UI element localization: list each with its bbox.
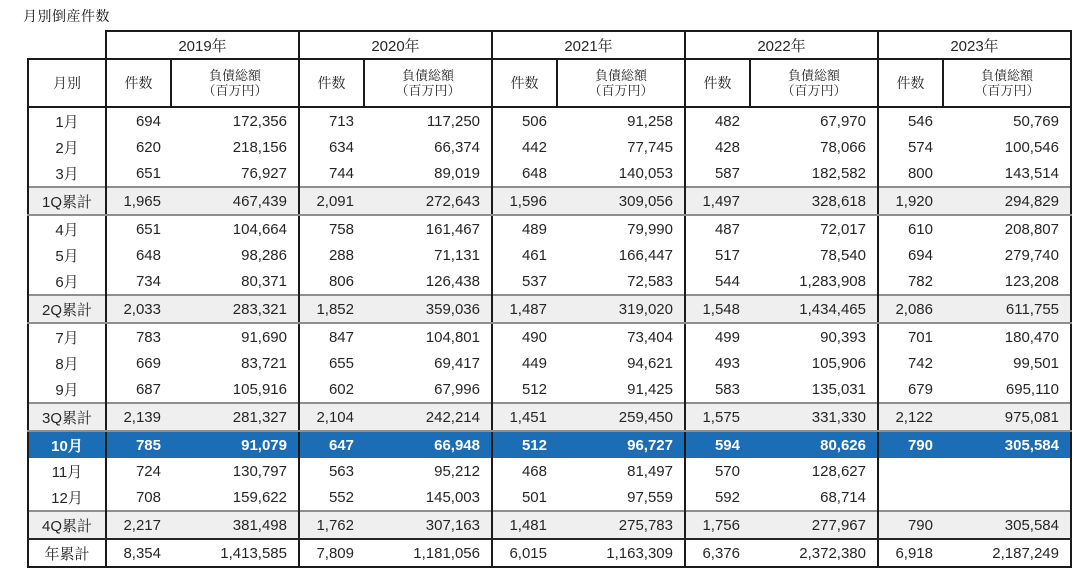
debt-header-line2: （百万円） <box>395 83 461 98</box>
debt-cell: 218,156 <box>171 134 299 160</box>
debt-cell: 130,797 <box>171 458 299 484</box>
month-column-header: 月別 <box>28 59 106 107</box>
count-cell: 694 <box>907 246 933 264</box>
debt-cell: 81,497 <box>557 458 685 484</box>
debt-cell: 80,371 <box>171 268 299 295</box>
table-row-8月 <box>28 350 1071 376</box>
count-cell: 449 <box>521 354 547 372</box>
row-label: 5月 <box>28 242 106 268</box>
debt-cell: 100,546 <box>943 134 1071 160</box>
year-header-row <box>28 31 1071 59</box>
debt-cell: 78,540 <box>750 242 878 268</box>
count-cell: 610 <box>907 220 933 238</box>
debt-header-line1: 負債総額 <box>208 68 261 83</box>
debt-cell: 272,643 <box>364 187 492 215</box>
count-cell: 2,217 <box>106 511 171 539</box>
count-cell: 2,086 <box>878 295 943 323</box>
count-column-header: 件数 <box>878 59 943 107</box>
count-cell: 537 <box>521 272 547 290</box>
row-label: 10月 <box>28 431 106 458</box>
year-header-2022: 2022年 <box>685 31 878 59</box>
count-cell: 6,376 <box>685 539 750 567</box>
debt-cell: 611,755 <box>943 295 1071 323</box>
table-row-11月 <box>28 458 1071 484</box>
count-cell: 687 <box>135 380 161 398</box>
count-cell: 2,091 <box>299 187 364 215</box>
count-cell: 602 <box>328 380 354 398</box>
table-row-2月 <box>28 134 1071 160</box>
debt-cell: 1,163,309 <box>557 539 685 567</box>
debt-cell: 305,584 <box>943 431 1071 458</box>
debt-cell: 73,404 <box>557 323 685 350</box>
debt-cell <box>943 484 1071 511</box>
debt-cell: 117,250 <box>364 107 492 134</box>
debt-cell: 91,690 <box>171 323 299 350</box>
table-row-7月 <box>28 323 1071 350</box>
debt-cell: 104,664 <box>171 215 299 242</box>
debt-cell: 67,996 <box>364 376 492 403</box>
debt-cell: 72,583 <box>557 268 685 295</box>
debt-cell: 1,181,056 <box>364 539 492 567</box>
count-cell: 574 <box>907 138 933 156</box>
debt-cell: 72,017 <box>750 215 878 242</box>
table-row-6月 <box>28 268 1071 295</box>
debt-cell: 66,948 <box>364 431 492 458</box>
count-cell: 669 <box>135 354 161 372</box>
debt-header-line1: 負債総額 <box>401 68 454 83</box>
count-cell: 734 <box>135 272 161 290</box>
count-cell: 552 <box>328 488 354 506</box>
debt-cell: 975,081 <box>943 403 1071 431</box>
debt-cell: 90,393 <box>750 323 878 350</box>
count-cell: 544 <box>714 272 740 290</box>
count-cell: 442 <box>521 138 547 156</box>
debt-cell: 96,727 <box>557 431 685 458</box>
count-cell: 563 <box>328 462 354 480</box>
count-cell: 1,497 <box>685 187 750 215</box>
debt-column-header <box>943 59 1071 107</box>
corner-cell <box>28 31 106 59</box>
page-title: 月別倒産件数 <box>23 8 110 24</box>
table-row-5月 <box>28 242 1071 268</box>
count-cell: 487 <box>714 220 740 238</box>
debt-cell: 97,559 <box>557 484 685 511</box>
debt-cell: 140,053 <box>557 160 685 187</box>
debt-cell: 104,801 <box>364 323 492 350</box>
debt-cell: 307,163 <box>364 511 492 539</box>
count-cell: 499 <box>714 328 740 346</box>
bankruptcy-table <box>27 30 1072 568</box>
count-cell: 1,451 <box>492 403 557 431</box>
debt-cell: 79,990 <box>557 215 685 242</box>
count-cell: 2,139 <box>106 403 171 431</box>
debt-cell: 91,079 <box>171 431 299 458</box>
count-cell: 506 <box>521 112 547 130</box>
column-header-row <box>28 59 1071 107</box>
debt-column-header <box>557 59 685 107</box>
row-label: 1Q累計 <box>28 187 106 215</box>
count-cell: 1,920 <box>878 187 943 215</box>
table-row-3Q累計 <box>28 403 1071 431</box>
count-cell: 428 <box>714 138 740 156</box>
row-label: 11月 <box>28 458 106 484</box>
debt-cell: 71,131 <box>364 242 492 268</box>
debt-cell: 69,417 <box>364 350 492 376</box>
count-cell: 583 <box>714 380 740 398</box>
debt-cell: 1,434,465 <box>750 295 878 323</box>
debt-cell: 294,829 <box>943 187 1071 215</box>
count-cell: 461 <box>521 246 547 264</box>
debt-cell: 91,425 <box>557 376 685 403</box>
count-cell: 651 <box>135 220 161 238</box>
debt-header-line2: （百万円） <box>202 83 268 98</box>
count-cell: 6,918 <box>878 539 943 567</box>
count-cell: 1,596 <box>492 187 557 215</box>
count-cell: 1,575 <box>685 403 750 431</box>
count-cell: 655 <box>328 354 354 372</box>
debt-cell: 89,019 <box>364 160 492 187</box>
count-cell: 1,481 <box>492 511 557 539</box>
debt-cell: 1,413,585 <box>171 539 299 567</box>
count-cell: 782 <box>907 272 933 290</box>
row-label: 7月 <box>28 323 106 350</box>
count-cell: 512 <box>521 380 547 398</box>
debt-cell: 279,740 <box>943 242 1071 268</box>
count-cell: 517 <box>714 246 740 264</box>
count-cell: 489 <box>521 220 547 238</box>
row-label: 12月 <box>28 484 106 511</box>
debt-cell: 66,374 <box>364 134 492 160</box>
debt-cell: 359,036 <box>364 295 492 323</box>
debt-cell: 275,783 <box>557 511 685 539</box>
debt-header-line2: （百万円） <box>974 83 1040 98</box>
debt-cell: 94,621 <box>557 350 685 376</box>
debt-cell: 80,626 <box>750 431 878 458</box>
count-cell: 288 <box>328 246 354 264</box>
debt-cell: 172,356 <box>171 107 299 134</box>
debt-header-line1: 負債総額 <box>787 68 840 83</box>
debt-cell <box>943 458 1071 484</box>
year-header-2019: 2019年 <box>106 31 299 59</box>
debt-cell: 105,906 <box>750 350 878 376</box>
count-cell: 594 <box>685 431 750 458</box>
table-row-12月 <box>28 484 1071 511</box>
debt-cell: 305,584 <box>943 511 1071 539</box>
table-row-4Q累計 <box>28 511 1071 539</box>
row-label: 9月 <box>28 376 106 403</box>
count-cell: 546 <box>907 112 933 130</box>
count-cell: 679 <box>907 380 933 398</box>
table-row-3月 <box>28 160 1071 187</box>
table-row-1月 <box>28 107 1071 134</box>
count-cell: 790 <box>878 511 943 539</box>
count-cell: 2,033 <box>106 295 171 323</box>
count-cell: 713 <box>328 112 354 130</box>
table-row-4月 <box>28 215 1071 242</box>
count-cell: 724 <box>135 462 161 480</box>
debt-cell: 281,327 <box>171 403 299 431</box>
count-cell: 694 <box>135 112 161 130</box>
row-label: 4月 <box>28 215 106 242</box>
debt-cell: 105,916 <box>171 376 299 403</box>
table-row-年累計 <box>28 539 1071 567</box>
count-cell: 701 <box>907 328 933 346</box>
table-body <box>28 107 1071 567</box>
count-cell: 2,104 <box>299 403 364 431</box>
debt-header-line1: 負債総額 <box>980 68 1033 83</box>
count-cell: 512 <box>492 431 557 458</box>
debt-cell: 91,258 <box>557 107 685 134</box>
debt-cell: 68,714 <box>750 484 878 511</box>
table-row-10月 <box>28 431 1071 458</box>
debt-cell: 180,470 <box>943 323 1071 350</box>
count-cell: 6,015 <box>492 539 557 567</box>
count-cell: 648 <box>135 246 161 264</box>
count-cell: 493 <box>714 354 740 372</box>
count-cell: 783 <box>135 328 161 346</box>
debt-column-header <box>750 59 878 107</box>
count-column-header: 件数 <box>106 59 171 107</box>
count-cell: 2,122 <box>878 403 943 431</box>
debt-cell: 143,514 <box>943 160 1071 187</box>
debt-cell: 95,212 <box>364 458 492 484</box>
debt-cell: 83,721 <box>171 350 299 376</box>
count-cell: 7,809 <box>299 539 364 567</box>
row-label: 2月 <box>28 134 106 160</box>
count-cell: 1,756 <box>685 511 750 539</box>
count-cell: 785 <box>106 431 171 458</box>
table-row-1Q累計 <box>28 187 1071 215</box>
count-cell: 647 <box>299 431 364 458</box>
count-cell: 1,548 <box>685 295 750 323</box>
debt-cell: 166,447 <box>557 242 685 268</box>
debt-column-header <box>171 59 299 107</box>
count-cell: 501 <box>521 488 547 506</box>
count-cell <box>878 458 943 484</box>
debt-column-header <box>364 59 492 107</box>
year-header-2023: 2023年 <box>878 31 1071 59</box>
debt-cell: 328,618 <box>750 187 878 215</box>
count-cell: 570 <box>714 462 740 480</box>
debt-cell: 77,745 <box>557 134 685 160</box>
debt-cell: 182,582 <box>750 160 878 187</box>
debt-cell: 50,769 <box>943 107 1071 134</box>
debt-cell: 99,501 <box>943 350 1071 376</box>
table-row-9月 <box>28 376 1071 403</box>
count-cell: 592 <box>714 488 740 506</box>
debt-cell: 145,003 <box>364 484 492 511</box>
debt-cell: 319,020 <box>557 295 685 323</box>
year-header-2020: 2020年 <box>299 31 492 59</box>
debt-cell: 259,450 <box>557 403 685 431</box>
count-cell: 1,762 <box>299 511 364 539</box>
debt-cell: 76,927 <box>171 160 299 187</box>
debt-cell: 2,187,249 <box>943 539 1071 567</box>
count-cell: 800 <box>907 164 933 182</box>
count-cell: 8,354 <box>106 539 171 567</box>
row-label: 1月 <box>28 107 106 134</box>
count-cell: 1,487 <box>492 295 557 323</box>
count-cell: 490 <box>521 328 547 346</box>
debt-cell: 283,321 <box>171 295 299 323</box>
count-cell: 634 <box>328 138 354 156</box>
count-cell: 847 <box>328 328 354 346</box>
count-cell: 468 <box>521 462 547 480</box>
count-column-header: 件数 <box>492 59 557 107</box>
debt-header-line2: （百万円） <box>588 83 654 98</box>
count-cell: 620 <box>135 138 161 156</box>
debt-cell: 128,627 <box>750 458 878 484</box>
count-cell: 806 <box>328 272 354 290</box>
debt-cell: 67,970 <box>750 107 878 134</box>
debt-cell: 331,330 <box>750 403 878 431</box>
row-label: 3Q累計 <box>28 403 106 431</box>
debt-cell: 161,467 <box>364 215 492 242</box>
row-label: 3月 <box>28 160 106 187</box>
row-label: 6月 <box>28 268 106 295</box>
count-cell: 744 <box>328 164 354 182</box>
debt-cell: 98,286 <box>171 242 299 268</box>
table-row-2Q累計 <box>28 295 1071 323</box>
count-cell: 482 <box>714 112 740 130</box>
debt-cell: 135,031 <box>750 376 878 403</box>
count-cell: 648 <box>521 164 547 182</box>
count-cell <box>878 484 943 511</box>
count-cell: 1,852 <box>299 295 364 323</box>
debt-cell: 2,372,380 <box>750 539 878 567</box>
debt-header-line1: 負債総額 <box>594 68 647 83</box>
count-cell: 790 <box>878 431 943 458</box>
row-label: 8月 <box>28 350 106 376</box>
debt-cell: 123,208 <box>943 268 1071 295</box>
count-cell: 651 <box>135 164 161 182</box>
row-label: 2Q累計 <box>28 295 106 323</box>
row-label: 4Q累計 <box>28 511 106 539</box>
debt-cell: 126,438 <box>364 268 492 295</box>
count-cell: 1,965 <box>106 187 171 215</box>
debt-cell: 381,498 <box>171 511 299 539</box>
count-cell: 742 <box>907 354 933 372</box>
debt-cell: 208,807 <box>943 215 1071 242</box>
count-column-header: 件数 <box>299 59 364 107</box>
debt-cell: 159,622 <box>171 484 299 511</box>
count-cell: 587 <box>714 164 740 182</box>
count-cell: 708 <box>135 488 161 506</box>
count-cell: 758 <box>328 220 354 238</box>
debt-cell: 78,066 <box>750 134 878 160</box>
row-label: 年累計 <box>28 539 106 567</box>
year-header-2021: 2021年 <box>492 31 685 59</box>
debt-cell: 242,214 <box>364 403 492 431</box>
count-column-header: 件数 <box>685 59 750 107</box>
debt-cell: 695,110 <box>943 376 1071 403</box>
debt-cell: 467,439 <box>171 187 299 215</box>
debt-header-line2: （百万円） <box>781 83 847 98</box>
debt-cell: 277,967 <box>750 511 878 539</box>
debt-cell: 1,283,908 <box>750 268 878 295</box>
debt-cell: 309,056 <box>557 187 685 215</box>
